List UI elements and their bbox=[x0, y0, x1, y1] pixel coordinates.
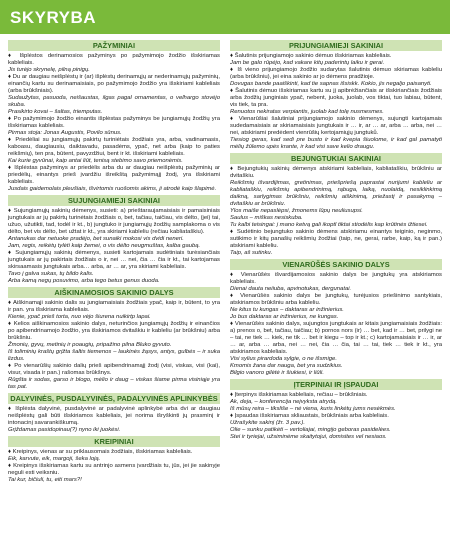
example-text: Sudaužytas, pasuoda, neišaustas, ilgas pagal ornamentas, o velhargo stovėjo skuba. bbox=[8, 95, 220, 108]
section-title: DALYVINĖS, PUSDALYVINĖS, PADALYVINĖS APLINKYBĖS bbox=[8, 393, 220, 404]
example-text: Grįždamas pasidopinau(?) nyno iki juokėsi. bbox=[8, 427, 121, 433]
rule-text: ♦ Priedėliai su jungiamųjų pakirtų turiniėtais žodžiais yra, arba, vadinamasis, kaboasu, daugiausiu, daiktavadu, pasadėms, ypač, net arba (kaip to paties reikšmių), ten pra, būtent, pavyzdžiui, bent ir kt. išskiriami kableliais. bbox=[8, 137, 220, 157]
rule-text: ♦ Bejungtukių sakinių dėmenys atskiriami kableliais, kabliataškiu, brūkšniu ar dvitaškiu. bbox=[230, 166, 442, 179]
example-text: Jam, regis, reikėtų tylėti kaip žemei, o vis dėlto neugmuštas, kalba gaubą. bbox=[8, 243, 201, 249]
example-text: Pirmas stoja: Jonas Augustis, Povilo sūnus. bbox=[8, 130, 122, 136]
example-text: Dovugas bande paaiškinti, kad tie sapnas išsiskk. Kokio, jis negaljo paisanyti. bbox=[230, 81, 432, 87]
example-text: Tai kur, bičiuli, tu, eiti mars?! bbox=[8, 477, 82, 483]
rule-text: ♦ Šalutinis dėmuo išskiriamas kartu su jį apibrėžiančiais ar išskiriančiais žodžiais arba žodžių junginiais ypač, nebent, juoka, juolab, vos tiktai, tuo labiau, būtent, vis tiek, ta pra. bbox=[230, 88, 442, 108]
rule-text: ♦ Išplėsta dalyvinė, pusdalyvinė ar padalyvinė aplinkybė arba dvi ar daugiau neišplėstų gali būti išskiriamos kableliais, jei norima išryškinti jų prasminį ir intonacinį savarankiškumą. bbox=[8, 406, 220, 426]
rule-text: ♦ Išplėstas pažyminys ar priedėlis arba du ar daugiau neišplėstų pažyminių ar priedėlių, einantys prieš įvardžiu išreikštą pažymimąjį žodį, yra išskiriami kableliais. bbox=[8, 165, 220, 185]
example-text: Dienai dauta neiiuba, apvinotukas, dergunatai. bbox=[230, 286, 352, 292]
example-text: Eik, karvute, eik, margoji, šeka loją. bbox=[8, 456, 101, 462]
rule-text: ♦ Kelios aiškinamosios sakinio dalys, neturinčios jungiamųjų žodžių ir einančios po apibendrinamojo žodžio, yra išskiriamos dvitaškiu ir kableliu (ar brūkšniu) arba brūkšniu. bbox=[8, 321, 220, 341]
example-text: Jam be galo rūpėjo, kad vakare kitų paderintų laiku ir gerai. bbox=[230, 60, 385, 66]
example-text: Ylos maiše nepaslėpsi, žmonems lūpų neuliusupsi. bbox=[230, 208, 363, 214]
rule-text: ♦ Kreipinys išskiriamas kartu su antrinjo asmens įvardžiais tu, jūs, jei jie sakinyje neguli esti veiksniu. bbox=[8, 463, 220, 476]
section-title: BEJUNGTUKIAI SAKINIAI bbox=[230, 153, 442, 164]
example-text: Taip, aš sutinku. bbox=[230, 250, 273, 256]
example-text: Stei ir tyriejai, užsiminėme skaitytojui, domisites vel nesiaos. bbox=[230, 434, 387, 440]
rule-text: ♦ Vienarūšės išvardijamosios sakinio dalys be jungtukų yra atskiriamos kableliais. bbox=[230, 272, 442, 285]
example-text: Iš mūsų reira – tiksliše – nė viena, kuris linkėtų jums nesėkmės. bbox=[230, 406, 396, 412]
rule-text: ♦ Du ar daugiau neišplėstų ir (ar) išplėstų derinamųjų ar nederinamųjų pažyminių, einančių kartu su derinamaisiais, po pažymimojo žodžio yra išskiriami kableliais (arba brūkšniais). bbox=[8, 74, 220, 94]
example-text: Iš toliminių kraštų grįžta šaltis tiemenos – laukinės žąsys, antys, gulbės – ir suka lizdus. bbox=[8, 349, 220, 362]
rule-text: ♦ Šalutinis prijungiamojo sakinio dėmuo išskiriamas kableliais. bbox=[230, 53, 392, 59]
example-text: Jo bus daktaras ar inžinierius, ne kungas. bbox=[230, 314, 339, 320]
left-column bbox=[8, 38, 220, 484]
rule-text: ♦ Kreipinys, vienas ar su priklausomais žodžiais, išskiriamas kableliais. bbox=[8, 449, 193, 455]
rule-text: ♦ Įspaudas išskiriamas skliaustais, brūkšniais arba kableliais. bbox=[230, 413, 389, 419]
section-title: PRIJUNGIAMIEJI SAKINIAI bbox=[230, 40, 442, 51]
right-column bbox=[230, 38, 442, 441]
example-text: Renuotos nekiratas verpiantis, juolab kad tolę nusmesmes. bbox=[230, 109, 384, 115]
rule-text: ♦ Išplėstos derinamosios pažyminys po pažymimojo žodžio išskiriamas kableliais. bbox=[8, 53, 220, 66]
example-text: Rūgšta ir sodas, garso ir blogo, mėlio ir daug – viskas šiame pirma visiniąje yra tas pat. bbox=[8, 377, 220, 390]
example-text: Arba kamą negų posuvimo, arba tego betus genus duoda. bbox=[8, 278, 160, 284]
example-text: Prasikirto kovai – šaltas, triemputas. bbox=[8, 109, 103, 115]
page-title: SKYRYBA bbox=[10, 8, 96, 27]
section-title: SUJUNGIAMIEJI SAKINIAI bbox=[8, 195, 220, 206]
example-text: Kai kurie gyvūnai, kaip antai liūt, tenisą stebimo savo priemonėmis. bbox=[8, 158, 183, 164]
section-title: PAŽYMINIAI bbox=[8, 40, 220, 51]
example-text: Visi sylius pirardoda sylgie, o ne išsmige. bbox=[230, 356, 337, 362]
rule-text: ♦ Po vienarūšių sakinio dalių prieš apibendrinamąjį žodį (visi, viskas, visi (kai), visur, visada ir pan.) rašomas brūkšnys. bbox=[8, 363, 220, 376]
example-text: Jis turėjo skrynelę, pilną pinigų. bbox=[8, 67, 90, 73]
example-text: Olie – sunku patikėti – vertoliajai, mingijo geboras pasidelėes. bbox=[230, 427, 391, 433]
example-text: Tavo į galva sukas, tų bildo kalis. bbox=[8, 271, 94, 277]
example-text: Antanukas dar netuoke pradėjo, bet sunaiki mokosi vis dvidi neneri. bbox=[8, 236, 184, 242]
example-text: Tiesiog geras, kad sedi pre busto ir kad kvepia šiuolome, ir kad gal pamatyti mėlių žūlemo upės krante, ir kad visi save kelio draugu. bbox=[230, 137, 442, 150]
example-text: Žmonių, gyvų, metinių ir poaugių, pripažino pilna Bluko gyvuto. bbox=[8, 342, 172, 348]
rule-text: ♦ Vienarūšės sakinio dalys be jungtukų, turėjusios priešinimo santykiais, atskiriamos brūkšniu arba kableliu. bbox=[230, 293, 442, 306]
rule-text: ♦ Iš vieno prijungiamojo žodžio sudarytas šalutinis dėmuo skiriamas kableliu (arba brūkšniu), jei eina sakinio ar jo dėmens pradžioje. bbox=[230, 67, 442, 80]
rule-text: ♦ Aiškinamąji sakinio dalis su jungiamaisiais žodžiais ypač, kaip ir, būtent, to yra ir pan. yra išskiriama kableliais. bbox=[8, 300, 220, 313]
section-title: ĮTERPINIAI IR ĮSPAUDAI bbox=[230, 379, 442, 390]
section-title: KREIPINIAI bbox=[8, 436, 220, 447]
section-title: VIENARŪŠĖS SAKINIO DALYS bbox=[230, 259, 442, 270]
example-text: Bilgio vanoro gilėtė ir šiukiesi, ir liūli. bbox=[230, 370, 324, 376]
rule-text: ♦ Po pažymimojo žodžio einantis išplėstas pažyminys be jungiamųjų žodžių yra išskiriamas kableliais. bbox=[8, 116, 220, 129]
rule-text: ♦ Sudėtinio bejungtuko sakinio dėmens atskiriamu einantys teiginio, neginmo, sutikimo ir kitų panašių reikšmių žodžiai (taip, ne, gerai, rarbe, kaip, ką ir pan.) atskiriami kableliu. bbox=[230, 229, 442, 249]
example-text: Reikšmių išvardijimas, gretinimas, priešpriešą paprastai nurijumi kableliu ar kabliataškiu, reikšmių apibendrinimą, rąbuga, laiką, nuolaidą, nesiklinkimą daikną, sarlygimas brūkšniu, reikšmių aiškinimą, priežastį ir pasakymą – dvitaškiu ar brūkšniu. bbox=[230, 180, 442, 207]
section-title: AIŠKINAMOSIOS SAKINIO DALYS bbox=[8, 287, 220, 298]
rule-text: ♦ Įterpinys išskiriamas kableliais, rečiau – brūkšniais. bbox=[230, 392, 368, 398]
page-header bbox=[0, 0, 450, 34]
rule-text: ♦ Vienarūšės sakinio dalys, sujungtos jungtukais ar kitais jungiamaisiais žodžiais: a) prenos o, bet, tačiau, taičiau; b) pornos nors (ir) … bet, kad ir … bet, prilygi ne – tai, ne tiek … kiek, ne tik … bet ir kiegu – top ir kt.; c) kartojamaisiais ir … ir, ar … ar, arba … arba, nei … nei, čia … čia, tai … tai, tiek … tiek ir kt., yra atskiriamos kableliais. bbox=[230, 321, 442, 355]
example-text: Kmomis žana dar nauga, bet yra sudzikius. bbox=[230, 363, 343, 369]
example-text: Kienie, ypač prieš torta, nuo vėjo šiurena nuikirtp lapai. bbox=[8, 314, 151, 320]
example-text: Užrašykite sakinį (žr. 3 pav.). bbox=[230, 420, 305, 426]
rule-text: ♦ Sujungiamųjų sakinių dėmenys, susieti kartojamais sudėtiniais turėsiančiais jungtukais ar jų pakirtais žodžiais o ir, nei … nei, čia … čia ir kt., tai kartojamas skirsaamasis jungtukais arba… arba, ar … ar, yra skiriami kableliais. bbox=[8, 250, 220, 270]
example-text: Ak, deja, – konferencija neįvyksta atrydą. bbox=[230, 399, 338, 405]
rule-text: ♦ Vienarūšiai šalutiniai prijungiamojo sakinio dėmenys, sujungti kartojamais sudedamaisiais ar skiriamaisiais jungtukais ir … ir, ar … ar, arba … arba, nei … nei, atskiriami predėdent vienrūšių kertojamiųjų jungtuků. bbox=[230, 116, 442, 136]
example-text: Jusdais gaidemolais pleušiais, išvirtomis ruošomis akims, ji atrodė kaip šlapimė. bbox=[8, 186, 217, 192]
example-text: Tu kalbi teisingai: į mano ketvą gali ikoptl tiktai stiodėlis kap krūtinės ižtiesei. bbox=[230, 222, 428, 228]
example-text: Ne kitus tu kungas – daktaras ar inžinierius. bbox=[230, 307, 344, 313]
example-text: Saulus – miškas nesiskuba. bbox=[230, 215, 303, 221]
rule-text: ♦ Sujungiamųjų sakinių dėmenys, susieti: a) prieštaraujamaisiais ir pamaisiniais jungtukais ar jų pakirtų turinėtais žodžiais o, bet, tačiau, taičiau, vis dėlto, (jei) tai, užuo, užutikti, tad, todėl ir kt., b) jungtuko ir jungiamųjų žodžių samplakoma o vis dėlto, bet vis dėlto, bet užtat ir kt., yra skiriami kableliu (rečiau kabliataškiu). bbox=[8, 208, 220, 235]
